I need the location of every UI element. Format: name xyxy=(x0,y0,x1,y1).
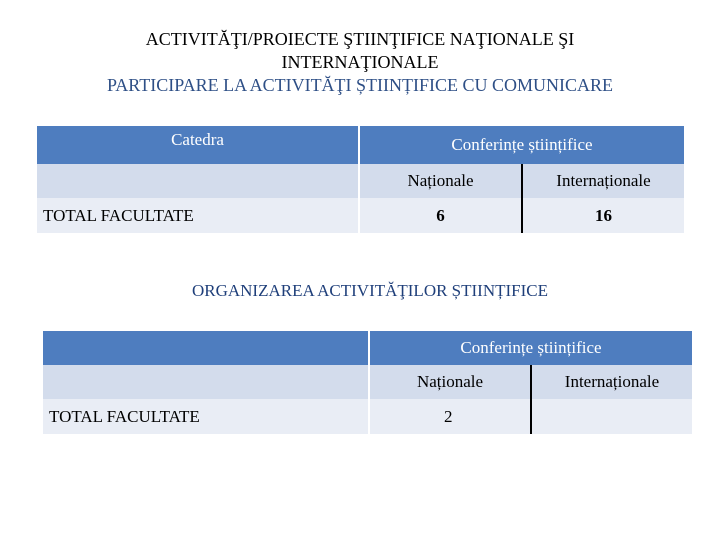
table-subheader-row xyxy=(43,365,692,399)
organization-table xyxy=(43,331,692,434)
page-title-block xyxy=(0,28,720,97)
total-national-value: 6 xyxy=(359,198,522,233)
page-title-line-1: ACTIVITĂŢI/PROIECTE ŞTIINŢIFICE NAŢIONALE ŞI xyxy=(145,29,575,49)
page-subtitle: PARTICIPARE LA ACTIVITĂŢI ȘTIINȚIFICE CU COMUNICARE xyxy=(106,75,614,95)
table-row xyxy=(43,399,692,434)
catedra-header: Catedra xyxy=(37,126,359,164)
national-subheader: Naționale xyxy=(359,164,522,198)
total-national-value: 2 xyxy=(369,399,531,434)
participation-table xyxy=(37,126,684,233)
international-subheader: Internaționale xyxy=(531,365,692,399)
total-label: TOTAL FACULTATE xyxy=(37,198,359,233)
table-header-row xyxy=(37,126,684,164)
section-title: ORGANIZAREA ACTIVITĂŢILOR ȘTIINȚIFICE xyxy=(191,281,549,300)
conferences-header: Conferințe științifice xyxy=(359,126,684,164)
table-header-row xyxy=(43,331,692,365)
total-label: TOTAL FACULTATE xyxy=(43,399,369,434)
empty-cell xyxy=(43,365,369,399)
international-subheader: Internaționale xyxy=(522,164,684,198)
total-international-value: 16 xyxy=(522,198,684,233)
table-subheader-row xyxy=(37,164,684,198)
page-title-line-2: INTERNAŢIONALE xyxy=(281,52,439,72)
national-subheader: Naționale xyxy=(369,365,531,399)
conferences-header: Conferințe științifice xyxy=(369,331,692,365)
total-international-value xyxy=(531,399,692,434)
table-row xyxy=(37,198,684,233)
empty-cell xyxy=(37,164,359,198)
empty-header-cell xyxy=(43,331,369,365)
